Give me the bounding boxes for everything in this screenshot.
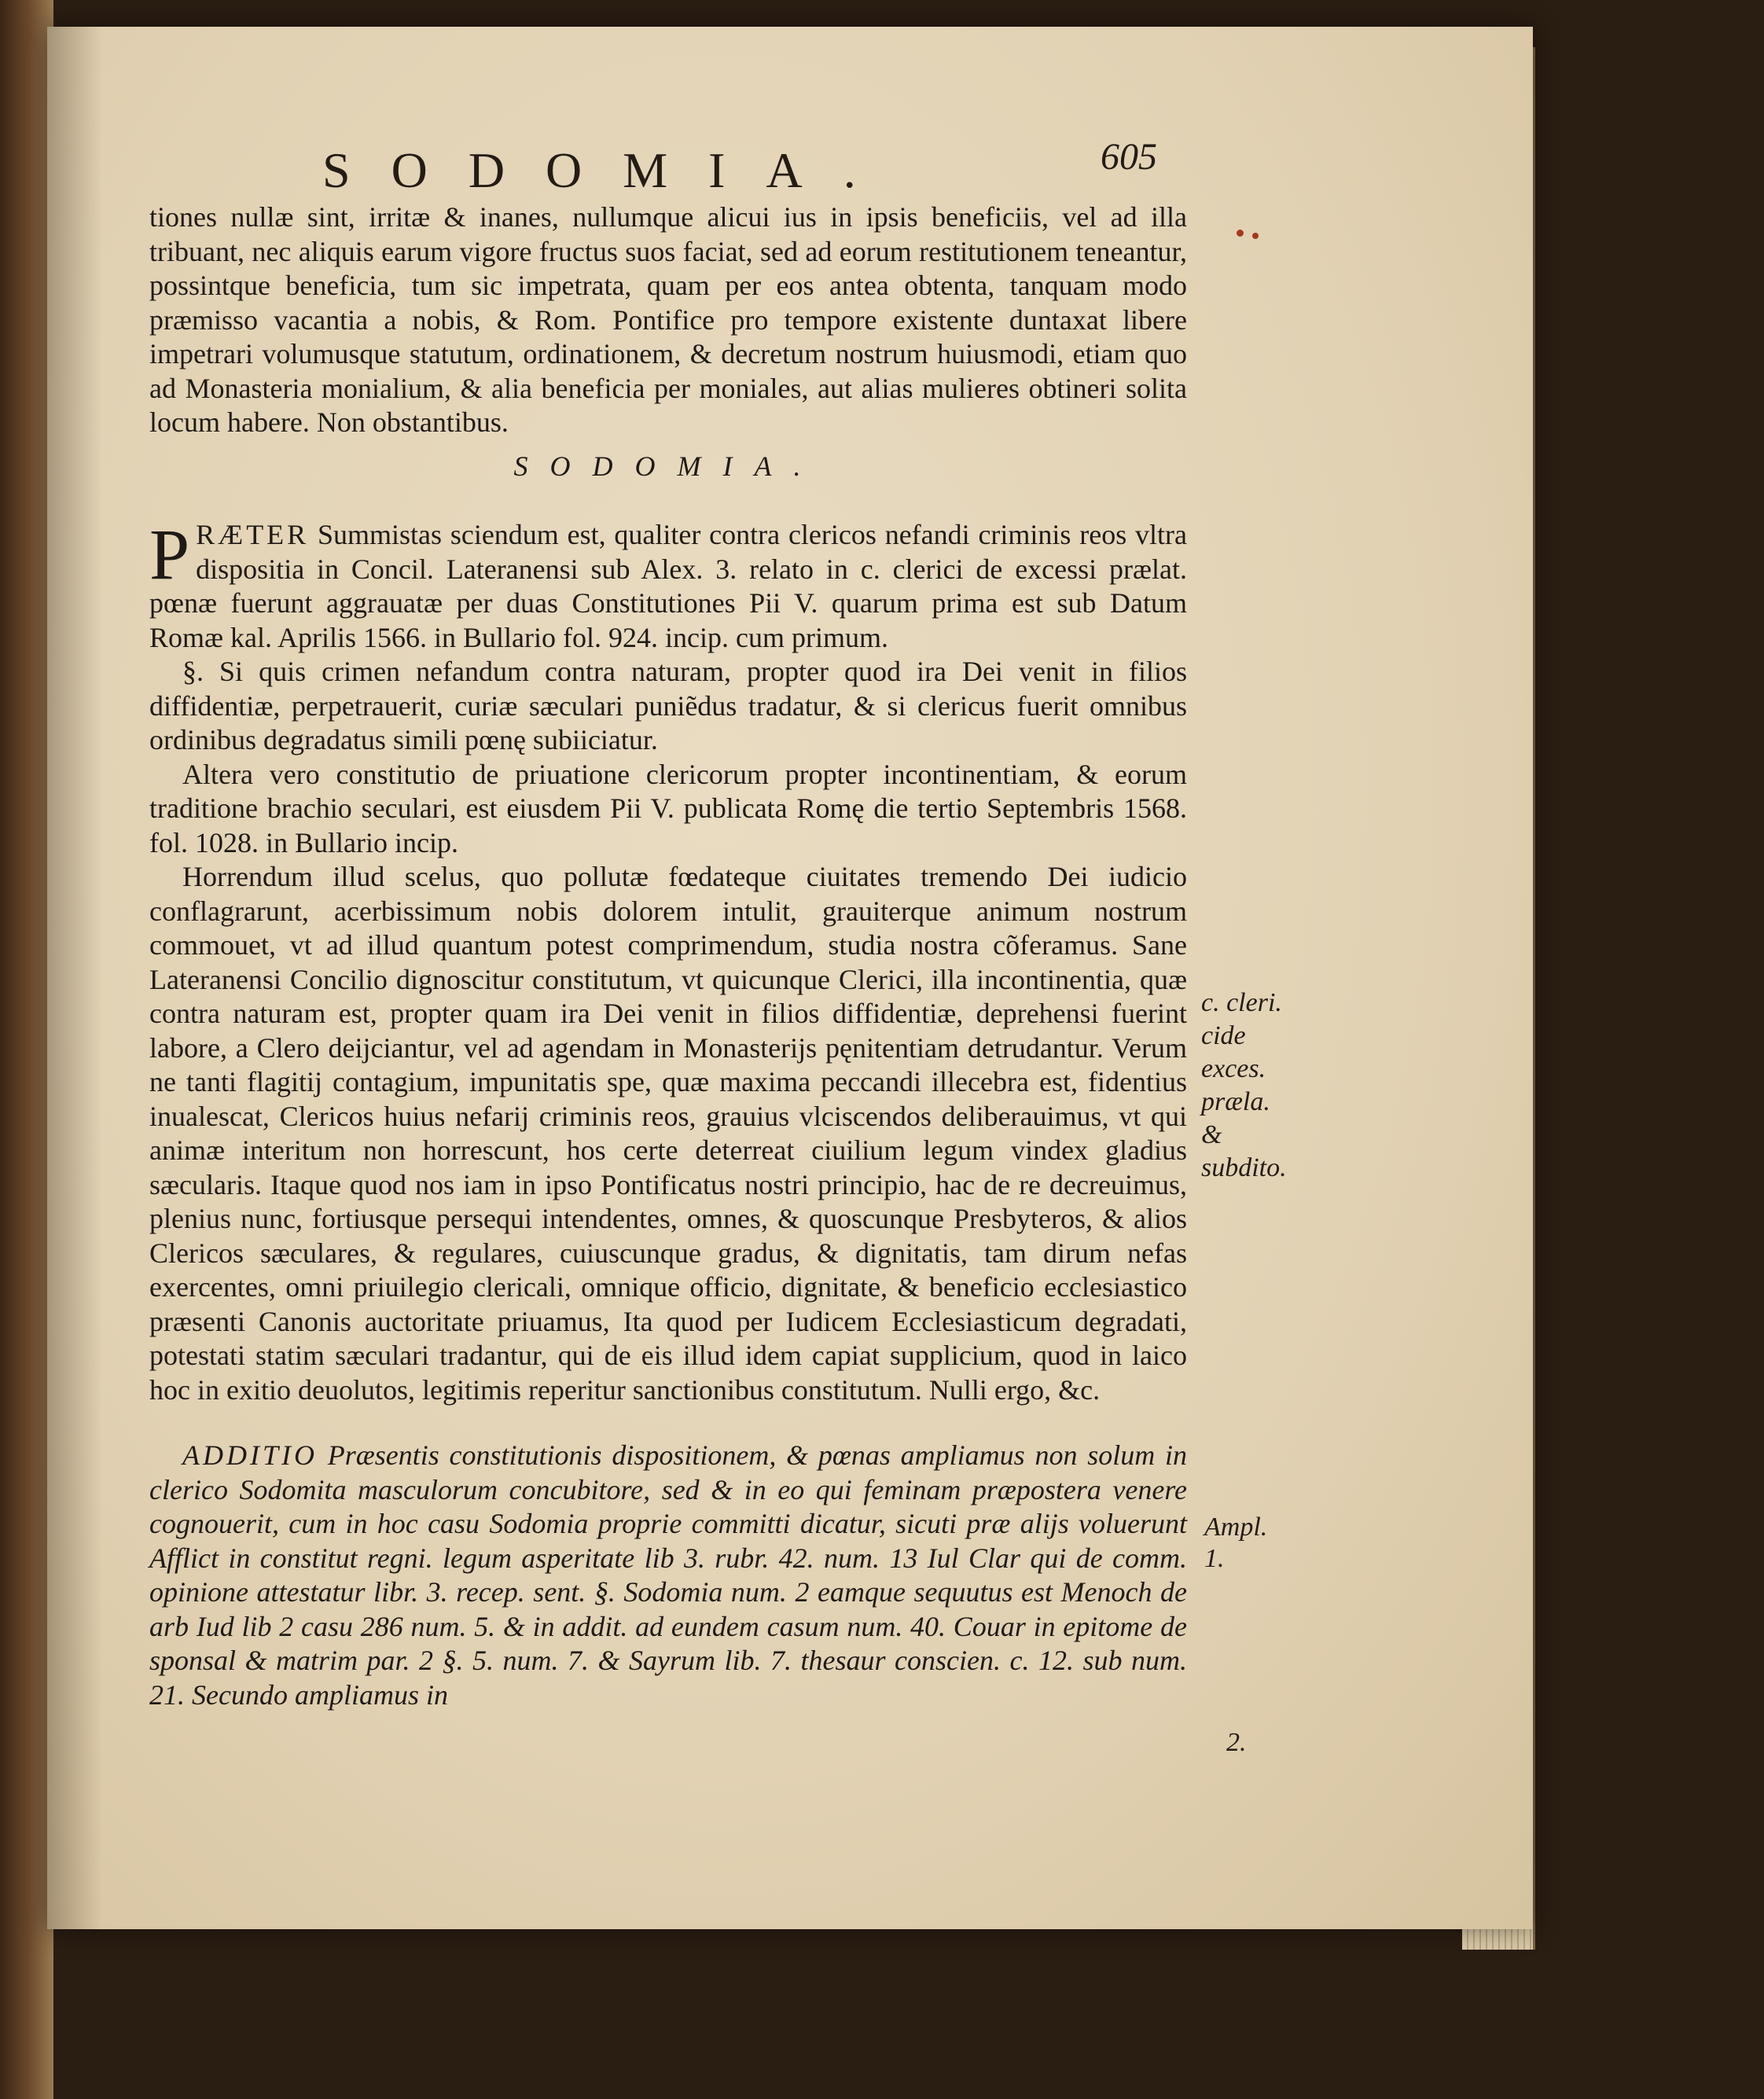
paragraph-si-quis: §. Si quis crimen nefandum contra naturam, propter quod ira Dei venit in filios diffidentiæ, perpetrauerit, curiæ sæculari puniẽdus tradatur, & si clericus fuerit omnibus ordinibus degradatus simili pœnę subiiciatur. xyxy=(149,656,1187,755)
addition-text: Præsentis constitutionis dispositionem, & pœnas ampliamus non solum in clerico Sodomita masculorum concubitore, sed & in eo qui feminam præpostera venere cognouerit, cum in hoc casu Sodomia proprie committi dicatur, sicuti præ alijs voluerunt Afflict in constitut regni. legum asperitate lib 3. rubr. 42. num. 13 Iul Clar qui de comm. opinione attestatur libr. 3. recep. sent. §. Sodomia num. 2 eamque sequutus est Menoch de arb Iud lib 2 casu 286 num. 5. & in addit. ad eundem casum num. 40. Couar in epitome de sponsal & matrim par. 2 §. 5. num. 7. & Sayrum lib. 7. thesaur conscien. c. 12. sub num. 21. Secundo ampliamus in xyxy=(149,1439,1188,1711)
running-head: SODOMIA. xyxy=(322,142,897,198)
margin-number-1: 1. xyxy=(1204,1544,1225,1573)
section-heading: SODOMIA. xyxy=(513,450,823,482)
margin-citation: c. cleri. cide exces. præla. & subdito. xyxy=(1201,988,1287,1182)
gutter-shadow xyxy=(47,27,102,1929)
addition-paragraph xyxy=(149,1439,1187,1712)
paragraph-horrendum: Horrendum illud scelus, quo pollutæ fœdateque ciuitates tremendo Dei iudicio conflagrarunt, acerbissimum nobis dolorem intulit, grauiterque animum nostrum commouet, vt ad illud quantum potest comprimendum, studia nostra cõferamus. Sane Lateranensi Concilio dignoscitur constitutum, vt quicunque Clerici, illa incontinentia, quæ contra naturam est, propter quam ira Dei venit in filios diffidentiæ, deprehensi fuerint labore, a Clero deijciantur, vel ad agendam in Monasterijs pęnitentiam detrudantur. Verum ne tanti flagitij contagium, impunitatis spe, quæ maxima peccandi illecebra est, fidentius inualescat, Clericos huius nefarij criminis reos, grauius vlciscendos deliberauimus, vt qui animæ interitum non horrescunt, hos certe deterreat ciuilium legum vindex gladius sæcularis. Itaque quod nos iam in ipso Pontificatus nostri principio, hac de re decreuimus, plenius nunc, fortiusque persequi intendentes, omnes, & quoscunque Presbyteros, & alios Clericos sæculares, & regulares, cuiuscunque gradus, & dignitatis, tam dirum nefas exercentes, omni priuilegio clericali, omnique officio, dignitate, & beneficio ecclesiastico præsenti Canonis auctoritate priuamus, Ita quod per Iudicem Ecclesiasticum degradati, potestati statim sæculari tradantur, qui de eis illud idem capiat supplicium, quod in laico hoc in exitio deuolutos, legitimis reperitur sanctionibus constitutum. Nulli ergo, &c. xyxy=(149,861,1187,1406)
ink-dot-mark xyxy=(1252,233,1259,239)
opening-caps: RÆTER xyxy=(196,519,310,550)
book-binding xyxy=(0,0,53,2099)
opening-text: Summistas sciendum est, qualiter contra clericos nefandi criminis reos vltra dispositia in Concil. Lateranensi sub Alex. 3. relato in c. clerici de excessi prælat. pœnæ fuerunt aggrauatæ per duas Constitutiones Pii V. quarum prima est sub Datum Romæ kal. Aprilis 1566. in Bullario fol. 924. incip. cum primum. xyxy=(149,519,1188,653)
margin-ampl: Ampl. xyxy=(1204,1513,1268,1542)
addition-caps: ADDITIO xyxy=(182,1439,318,1471)
continuation-paragraph: tiones nullæ sint, irritæ & inanes, nullumque alicui ius in ipsis beneficiis, vel ad illa tribuant, nec aliquis earum vigore fructus suos faciat, sed ad eorum restitutionem teneantur, possintque beneficia, tum sic impetrata, quam per eos antea obtenta, tanquam modo præmisso vacantia a nobis, & Rom. Pontifice pro tempore existente duntaxat libere impetrari volumusque statutum, ordinationem, & decretum nostrum huiusmodi, etiam quo ad Monasteria monialium, & alia beneficia per moniales, aut alias mulieres obtineri solita locum habere. Non obstantibus. xyxy=(149,201,1187,438)
opening-paragraph xyxy=(149,514,1188,655)
margin-number-2: 2. xyxy=(1226,1728,1247,1757)
ink-dot-mark xyxy=(1237,230,1244,237)
page-number: 605 xyxy=(1101,136,1157,178)
paragraph-altera: Altera vero constitutio de priuatione clericorum propter incontinentiam, & eorum traditione brachio seculari, est eiusdem Pii V. publicata Romę die tertio Septembris 1568. fol. 1028. in Bullario incip. xyxy=(149,758,1187,858)
main-text xyxy=(149,200,1187,1712)
drop-cap: P xyxy=(149,514,190,594)
